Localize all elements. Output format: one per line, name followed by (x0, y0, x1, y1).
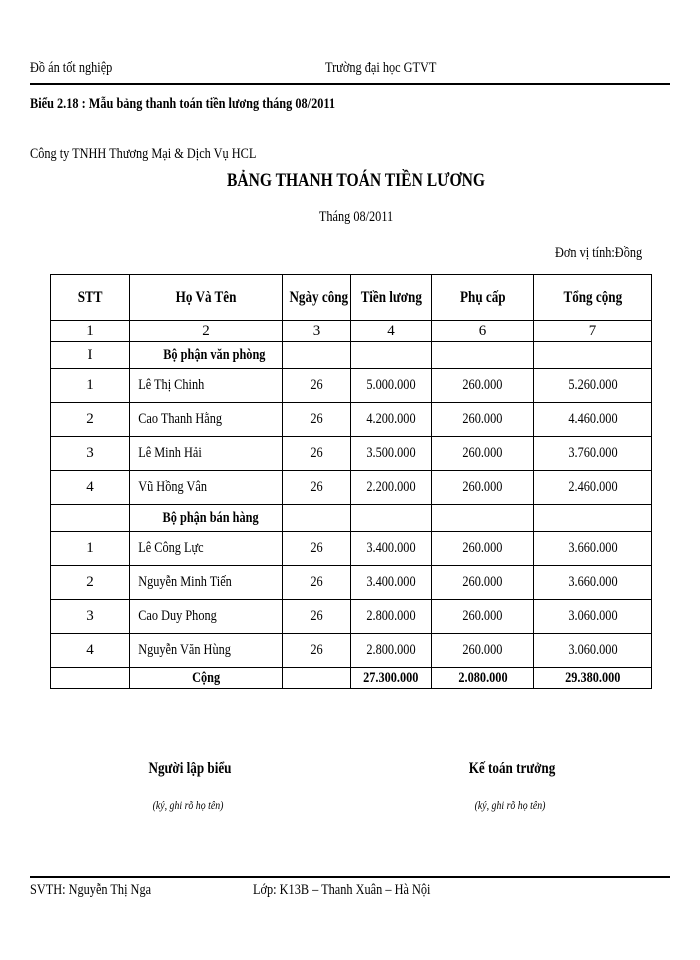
table-row: 1 Lê Thị Chinh 26 5.000.000 260.000 5.260.000 (51, 369, 652, 403)
header-right: Trường đại học GTVT (325, 60, 437, 76)
table-row: 3 Cao Duy Phong 26 2.800.000 260.000 3.060.000 (51, 600, 652, 634)
table-row: 1 Lê Công Lực 26 3.400.000 260.000 3.660.000 (51, 532, 652, 566)
total-salary: 27.300.000 (363, 669, 419, 686)
signature-accountant-title: Kế toán trưởng (468, 760, 556, 777)
unit-label: Đơn vị tính:Đồng (555, 245, 643, 261)
column-header: Phụ cấp (432, 275, 534, 321)
table-row: 3 Lê Minh Hải 26 3.500.000 260.000 3.760.000 (51, 437, 652, 471)
column-header: Ngày công (283, 275, 351, 321)
total-sum: 29.380.000 (564, 669, 621, 686)
header-left: Đồ án tốt nghiệp (30, 60, 113, 76)
company-name: Công ty TNHH Thương Mại & Dịch Vụ HCL (30, 146, 257, 162)
signature-accountant-note: (ký, ghi rõ họ tên) (474, 798, 546, 812)
total-allowance: 2.080.000 (457, 669, 508, 686)
footer-rule (30, 876, 670, 878)
table-row: 4 Vũ Hồng Vân 26 2.200.000 260.000 2.460.000 (51, 471, 652, 505)
column-header: STT (51, 275, 130, 321)
table-row: 2 Nguyễn Minh Tiến 26 3.400.000 260.000 3.660.000 (51, 566, 652, 600)
footer-left: SVTH: Nguyễn Thị Nga (30, 882, 152, 898)
column-header: Họ Và Tên (130, 275, 283, 321)
page-title: BẢNG THANH TOÁN TIỀN LƯƠNG (227, 170, 485, 191)
group-row-sales: Bộ phận bán hàng (51, 505, 652, 532)
group-row-office: I Bộ phận văn phòng (51, 342, 652, 369)
column-header: Tổng cộng (534, 275, 652, 321)
signature-preparer-note: (ký, ghi rõ họ tên) (152, 798, 224, 812)
table-header-row (51, 275, 652, 321)
column-index-row: 1 2 3 4 6 7 (51, 321, 652, 342)
header-rule (30, 83, 670, 85)
caption: Biểu 2.18 : Mẫu bảng thanh toán tiền lương tháng 08/2011 (30, 96, 336, 112)
footer-right: Lớp: K13B – Thanh Xuân – Hà Nội (253, 882, 431, 898)
column-header: Tiền lương (351, 275, 432, 321)
total-row (51, 668, 652, 689)
signature-preparer-title: Người lập biểu (148, 760, 232, 777)
total-label: Cộng (191, 669, 221, 686)
payroll-table (50, 274, 652, 689)
month-label: Tháng 08/2011 (318, 209, 394, 225)
table-row: 2 Cao Thanh Hằng 26 4.200.000 260.000 4.460.000 (51, 403, 652, 437)
table-row: 4 Nguyễn Văn Hùng 26 2.800.000 260.000 3.060.000 (51, 634, 652, 668)
